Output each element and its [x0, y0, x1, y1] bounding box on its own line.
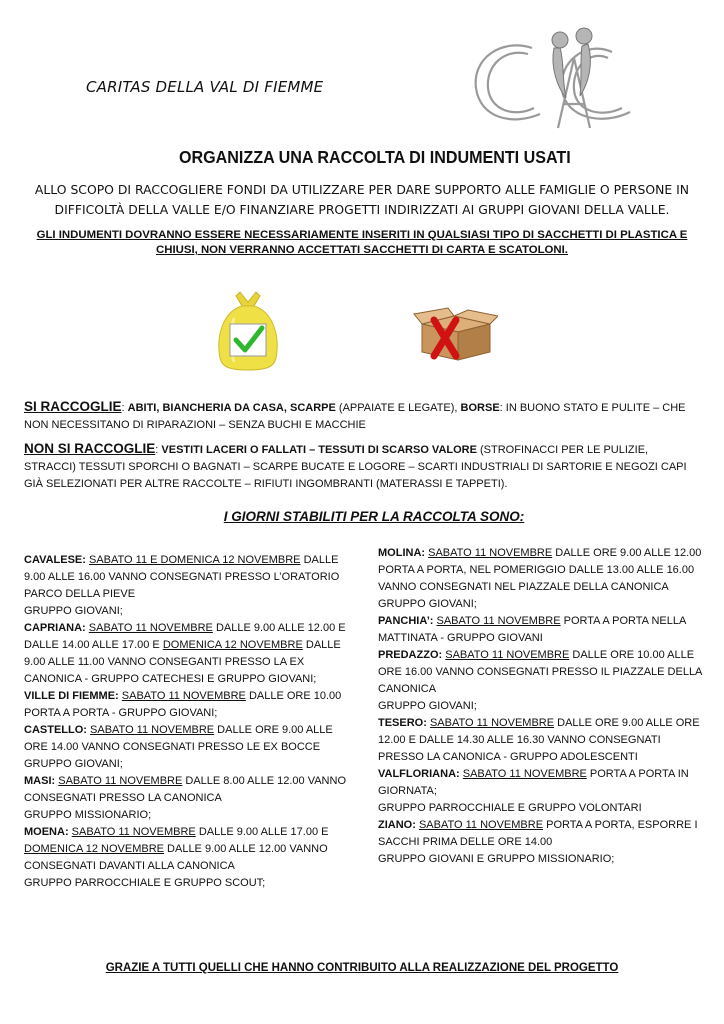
schedule-entry-masi: MASI: SABATO 11 NOVEMBRE DALLE 8.00 ALLE 12.00 VANNO CONSEGNATI PRESSO LA CANONICA GRUPPO MISSIONARIO;: [24, 775, 347, 821]
rejected-label: NON SI RACCOGLIE: [24, 441, 156, 456]
schedule-right-column: [378, 545, 704, 868]
accepted-bold-items: ABITI, BIANCHERIA DA CASA, SCARPE: [127, 402, 336, 414]
accepted-items: SI RACCOGLIE: ABITI, BIANCHERIA DA CASA, SCARPE (APPAIATE E LEGATE), BORSE: IN BUONO STATO E PULITE – CHE NON NECESSITANO DI RIPARAZIONI – SENZA BUCHI E MACCHIE: [24, 399, 686, 431]
schedule-entry-valfloriana: VALFLORIANA: SABATO 11 NOVEMBRE PORTA A PORTA IN GIORNATA; GRUPPO PARROCCHIALE E GRUPPO VOLONTARI: [378, 768, 689, 814]
schedule-entry-predazzo: PREDAZZO: SABATO 11 NOVEMBRE DALLE ORE 10.00 ALLE ORE 16.00 VANNO CONSEGNATI PRESSO IL PIAZZALE DELLA CANONICA GRUPPO GIOVANI;: [378, 649, 702, 712]
thanks-footer: GRAZIE A TUTTI QUELLI CHE HANNO CONTRIBUITO ALLA REALIZZAZIONE DEL PROGETTO: [105, 962, 619, 974]
schedule-heading: I GIORNI STABILITI PER LA RACCOLTA SONO:: [223, 509, 525, 524]
bag-warning: GLI INDUMENTI DOVRANNO ESSERE NECESSARIAMENTE INSERITI IN QUALSIASI TIPO DI SACCHETTI DI PLASTICA E CHIUSI, NON VERRANNO ACCETTATI SACCHETTI DI CARTA E SCATOLONI.: [36, 229, 688, 256]
organization-name: CARITAS DELLA VAL DI FIEMME: [86, 78, 324, 96]
schedule-entry-cavalese: CAVALESE: SABATO 11 E DOMENICA 12 NOVEMBRE DALLE 9.00 ALLE 16.00 VANNO CONSEGNATI PRESSO L’ORATORIO PARCO DELLA PIEVE GRUPPO GIOVANI;: [24, 554, 340, 617]
schedule-entry-ziano: ZIANO: SABATO 11 NOVEMBRE PORTA A PORTA, ESPORRE I SACCHI PRIMA DELLE ORE 14.00 GRUPPO GIOVANI E GRUPPO MISSIONARIO;: [378, 819, 698, 865]
schedule-entry-molina: MOLINA: SABATO 11 NOVEMBRE DALLE ORE 9.00 ALLE 12.00 PORTA A PORTA, NEL POMERIGGIO DALLE 13.00 ALLE 16.00 VANNO CONSEGNATI NEL PIAZZALE DELLA CANONICA GRUPPO GIOVANI;: [378, 547, 702, 610]
schedule-entry-capriana: CAPRIANA: SABATO 11 NOVEMBRE DALLE 9.00 ALLE 12.00 E DALLE 14.00 ALLE 17.00 E DOMENICA 12 NOVEMBRE DALLE 9.00 ALLE 11.00 VANNO CONSEGANTI PRESSO LA EX CANONICA - GRUPPO CATECHESI E GRUPPO GIOVANI;: [24, 622, 346, 685]
accepted-label: SI RACCOGLIE: [24, 399, 122, 414]
plastic-bag-check-icon: [212, 288, 284, 372]
schedule-entry-moena: MOENA: SABATO 11 NOVEMBRE DALLE 9.00 ALLE 17.00 E DOMENICA 12 NOVEMBRE DALLE 9.00 ALLE 12.00 VANNO CONSEGNATI DAVANTI ALLA CANONICA GRUPPO PARROCCHIALE E GRUPPO SCOUT;: [24, 826, 329, 889]
intro-text: ALLO SCOPO DI RACCOGLIERE FONDI DA UTILIZZARE PER DARE SUPPORTO ALLE FAMIGLIE O PERSONE IN DIFFICOLTÀ DELLA VALLE E/O FINANZIARE PROGETTI INDIRIZZATI AI GRUPPI GIOVANI DELLA VALLE.: [34, 182, 690, 217]
cac-logo: [462, 18, 672, 136]
schedule-entry-tesero: TESERO: SABATO 11 NOVEMBRE DALLE ORE 9.00 ALLE ORE 12.00 E DALLE 14.30 ALLE 16.30 VANNO CONSEGNATI PRESSO LA CANONICA - GRUPPO ADOLESCENTI: [378, 717, 700, 763]
rejected-items: NON SI RACCOGLIE: VESTITI LACERI O FALLATI – TESSUTI DI SCARSO VALORE (STROFINACCI PER LE PULIZIE, STRACCI) TESSUTI SPORCHI O BAGNATI – SCARPE BUCATE E LOGORE – SCARTI INDUSTRIALI DI SARTORIE E NEGOZI CAPI GIÀ SELEZIONATI PER ALTRE RACCOLTE – RIFIUTI INGOMBRANTI (MATERASSI E TAPPETI).: [24, 441, 687, 490]
page-title: ORGANIZZA UNA RACCOLTA DI INDUMENTI USATI: [179, 147, 571, 167]
schedule-entry-ville-di-fiemme: VILLE DI FIEMME: SABATO 11 NOVEMBRE DALLE ORE 10.00 PORTA A PORTA - GRUPPO GIOVANI;: [24, 690, 342, 719]
rejected-bold-items: VESTITI LACERI O FALLATI – TESSUTI DI SCARSO VALORE: [161, 444, 477, 456]
schedule-entry-castello: CASTELLO: SABATO 11 NOVEMBRE DALLE ORE 9.00 ALLE ORE 14.00 VANNO CONSEGNATI PRESSO LE EX BOCCE GRUPPO GIOVANI;: [24, 724, 333, 770]
cardboard-box-cross-icon: [412, 306, 498, 362]
schedule-left-column: [24, 552, 354, 892]
schedule-entry-panchia: PANCHIA’: SABATO 11 NOVEMBRE PORTA A PORTA NELLA MATTINATA - GRUPPO GIOVANI: [378, 615, 686, 644]
